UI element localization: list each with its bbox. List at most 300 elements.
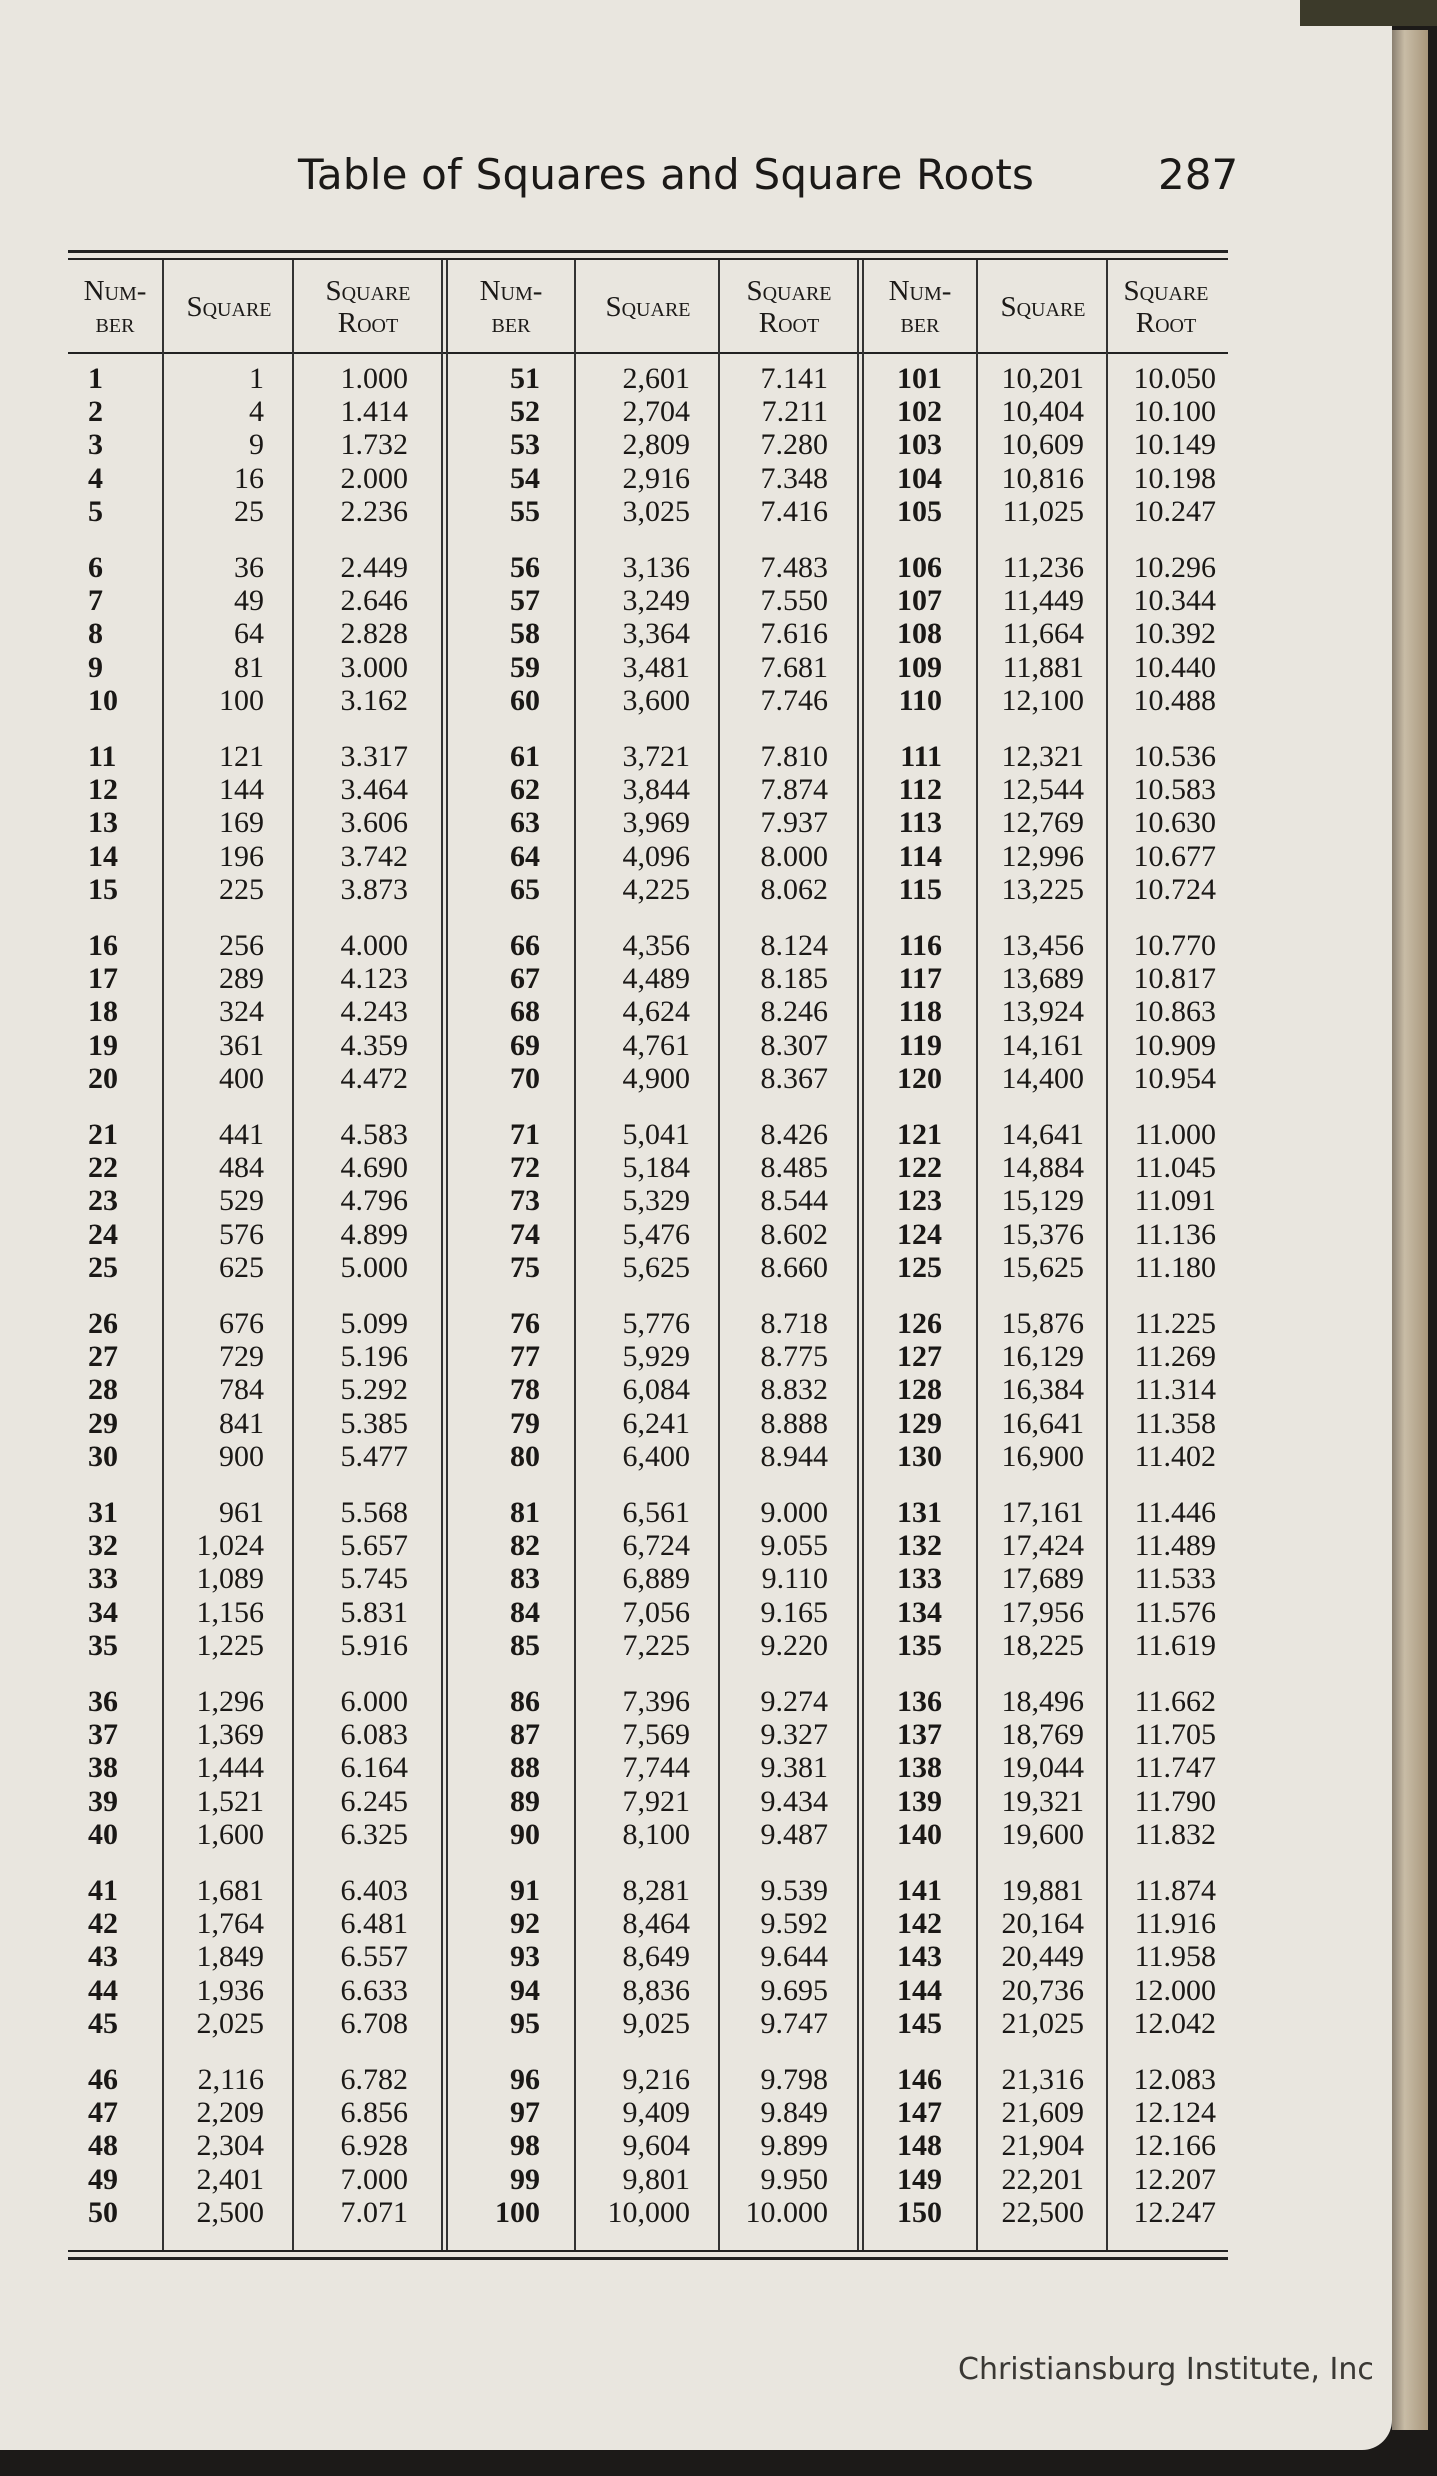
cell-root: 11.747 — [1134, 1751, 1216, 1785]
book-cover-strip — [1300, 0, 1437, 26]
cell-square: 11,881 — [1002, 650, 1084, 684]
cell-root: 5.385 — [340, 1406, 408, 1440]
cell-root: 11.402 — [1134, 1439, 1216, 1473]
cell-square: 14,641 — [1001, 1118, 1084, 1151]
cell-number: 148 — [897, 2129, 942, 2163]
cell-root: 10.050 — [1133, 362, 1216, 395]
cell-root: 11.136 — [1134, 1217, 1216, 1251]
header-square-1: Square — [186, 291, 272, 323]
cell-square: 289 — [219, 962, 264, 996]
cell-number: 49 — [88, 2162, 118, 2196]
cell-root: 11.874 — [1134, 1874, 1216, 1907]
cell-square: 484 — [219, 1151, 264, 1185]
cell-square: 18,225 — [1001, 1628, 1084, 1662]
cell-number: 79 — [510, 1406, 540, 1440]
cell-square: 576 — [219, 1217, 264, 1251]
cell-square: 12,321 — [1001, 740, 1084, 773]
cell-root: 2.646 — [340, 584, 408, 618]
cell-root: 4.796 — [340, 1184, 408, 1218]
cell-root: 11.533 — [1134, 1562, 1216, 1596]
cell-number: 22 — [88, 1151, 118, 1185]
cell-root: 8.124 — [760, 929, 828, 962]
cell-number: 27 — [88, 1340, 118, 1374]
cell-square: 10,816 — [1001, 461, 1084, 495]
cell-root: 4.690 — [340, 1151, 408, 1185]
cell-square: 4,489 — [622, 962, 690, 996]
cell-square: 17,161 — [1001, 1496, 1084, 1529]
cell-number: 139 — [897, 1784, 942, 1818]
table-row — [68, 1373, 1228, 1406]
cell-root: 9.592 — [760, 1907, 828, 1941]
cell-root: 11.180 — [1134, 1250, 1216, 1284]
cell-square: 2,304 — [196, 2129, 264, 2163]
cell-number: 10 — [88, 683, 118, 717]
cell-square: 16 — [234, 461, 264, 495]
cell-root: 10.817 — [1133, 962, 1216, 996]
cell-root: 6.856 — [340, 2096, 408, 2130]
cell-square: 13,225 — [1001, 872, 1084, 906]
cell-number: 150 — [897, 2195, 942, 2229]
cell-root: 9.274 — [760, 1685, 828, 1718]
cell-number: 129 — [897, 1406, 942, 1440]
cell-number: 33 — [88, 1562, 118, 1596]
cell-number: 24 — [88, 1217, 118, 1251]
table-row — [68, 617, 1228, 650]
cell-number: 87 — [510, 1718, 540, 1752]
cell-number: 66 — [510, 929, 540, 962]
cell-number: 23 — [88, 1184, 118, 1218]
cell-square: 8,649 — [622, 1940, 690, 1974]
cell-square: 1,369 — [196, 1718, 264, 1752]
table-row — [68, 1718, 1228, 1751]
cell-square: 1,764 — [196, 1907, 264, 1941]
cell-root: 11.705 — [1134, 1718, 1216, 1752]
cell-square: 1,156 — [196, 1595, 264, 1629]
cell-root: 3.000 — [340, 650, 408, 684]
cell-number: 45 — [88, 2006, 118, 2040]
cell-root: 3.873 — [340, 872, 408, 906]
cell-root: 6.633 — [340, 1973, 408, 2007]
table-row — [68, 962, 1228, 995]
cell-square: 1,600 — [196, 1817, 264, 1851]
cell-number: 78 — [510, 1373, 540, 1407]
cell-root: 7.141 — [760, 362, 828, 395]
cell-number: 84 — [510, 1595, 540, 1629]
table-row — [68, 1151, 1228, 1184]
cell-square: 5,184 — [622, 1151, 690, 1185]
cell-root: 11.576 — [1134, 1595, 1216, 1629]
cell-root: 11.358 — [1134, 1406, 1216, 1440]
cell-root: 5.657 — [340, 1529, 408, 1563]
cell-square: 1,089 — [196, 1562, 264, 1596]
cell-number: 144 — [897, 1973, 942, 2007]
cell-square: 15,625 — [1001, 1250, 1084, 1284]
cell-number: 130 — [897, 1439, 942, 1473]
cell-square: 5,625 — [622, 1250, 690, 1284]
cell-square: 6,889 — [622, 1562, 690, 1596]
table-row — [68, 684, 1228, 717]
cell-square: 10,404 — [1001, 395, 1084, 429]
cell-square: 144 — [219, 773, 264, 807]
cell-number: 13 — [88, 806, 118, 840]
cell-root: 9.950 — [760, 2162, 828, 2196]
cell-number: 42 — [88, 1907, 118, 1941]
cell-root: 5.196 — [340, 1340, 408, 1374]
cell-square: 3,025 — [622, 494, 690, 528]
cell-square: 5,929 — [622, 1340, 690, 1374]
header-square-3: Square — [1000, 291, 1086, 323]
cell-square: 16,900 — [1001, 1439, 1084, 1473]
cell-number: 90 — [510, 1817, 540, 1851]
cell-number: 26 — [88, 1307, 118, 1340]
cell-root: 9.000 — [760, 1496, 828, 1529]
cell-number: 110 — [898, 683, 942, 717]
page-number: 287 — [1158, 150, 1239, 199]
cell-square: 9,409 — [622, 2096, 690, 2130]
header-root-1: Square Root — [325, 275, 411, 339]
table-row — [68, 995, 1228, 1028]
table-row — [68, 495, 1228, 528]
cell-square: 11,664 — [1002, 617, 1084, 651]
cell-number: 40 — [88, 1817, 118, 1851]
cell-number: 7 — [88, 584, 103, 618]
cell-root: 12.000 — [1133, 1973, 1216, 2007]
cell-number: 133 — [897, 1562, 942, 1596]
cell-square: 4,624 — [622, 995, 690, 1029]
cell-number: 149 — [897, 2162, 942, 2196]
cell-square: 5,776 — [622, 1307, 690, 1340]
cell-square: 961 — [219, 1496, 264, 1529]
cell-number: 101 — [897, 362, 942, 395]
cell-root: 7.211 — [761, 395, 828, 429]
cell-square: 1,849 — [196, 1940, 264, 1974]
cell-root: 11.269 — [1134, 1340, 1216, 1374]
cell-number: 109 — [897, 650, 942, 684]
cell-square: 441 — [219, 1118, 264, 1151]
cell-root: 6.325 — [340, 1817, 408, 1851]
cell-square: 169 — [219, 806, 264, 840]
cell-number: 73 — [510, 1184, 540, 1218]
cell-square: 2,916 — [622, 461, 690, 495]
cell-square: 13,924 — [1001, 995, 1084, 1029]
cell-square: 3,481 — [622, 650, 690, 684]
cell-square: 10,201 — [1001, 362, 1084, 395]
cell-number: 47 — [88, 2096, 118, 2130]
cell-square: 20,164 — [1001, 1907, 1084, 1941]
header-square-2: Square — [605, 291, 691, 323]
cell-square: 4,225 — [622, 872, 690, 906]
cell-root: 7.746 — [760, 683, 828, 717]
cell-number: 105 — [897, 494, 942, 528]
cell-root: 10.392 — [1133, 617, 1216, 651]
cell-square: 400 — [219, 1061, 264, 1095]
cell-root: 7.810 — [760, 740, 828, 773]
cell-square: 17,424 — [1001, 1529, 1084, 1563]
table-row — [68, 873, 1228, 906]
cell-number: 41 — [88, 1874, 118, 1907]
cell-root: 9.381 — [760, 1751, 828, 1785]
cell-root: 1.000 — [340, 362, 408, 395]
page-title: Table of Squares and Square Roots — [298, 150, 1035, 199]
cell-root: 8.944 — [760, 1439, 828, 1473]
cell-number: 82 — [510, 1529, 540, 1563]
cell-square: 529 — [219, 1184, 264, 1218]
cell-square: 3,364 — [622, 617, 690, 651]
cell-square: 15,376 — [1001, 1217, 1084, 1251]
cell-number: 12 — [88, 773, 118, 807]
cell-square: 6,084 — [622, 1373, 690, 1407]
cell-number: 64 — [510, 839, 540, 873]
cell-square: 7,225 — [622, 1628, 690, 1662]
cell-square: 20,736 — [1001, 1973, 1084, 2007]
cell-square: 21,316 — [1001, 2063, 1084, 2096]
table-row — [68, 1974, 1228, 2007]
cell-root: 11.091 — [1134, 1184, 1216, 1218]
cell-root: 9.165 — [760, 1595, 828, 1629]
cell-root: 8.062 — [760, 872, 828, 906]
cell-root: 8.602 — [760, 1217, 828, 1251]
cell-square: 7,396 — [622, 1685, 690, 1718]
cell-number: 115 — [898, 872, 942, 906]
cell-number: 104 — [897, 461, 942, 495]
cell-square: 21,609 — [1001, 2096, 1084, 2130]
cell-number: 2 — [88, 395, 103, 429]
cell-square: 7,056 — [622, 1595, 690, 1629]
cell-root: 10.440 — [1133, 650, 1216, 684]
cell-root: 2.828 — [340, 617, 408, 651]
cell-square: 10,609 — [1001, 428, 1084, 462]
cell-root: 11.314 — [1134, 1373, 1216, 1407]
cell-square: 20,449 — [1001, 1940, 1084, 1974]
cell-root: 6.708 — [340, 2006, 408, 2040]
cell-square: 5,329 — [622, 1184, 690, 1218]
cell-square: 19,881 — [1001, 1874, 1084, 1907]
cell-root: 10.000 — [745, 2195, 828, 2229]
cell-square: 4,096 — [622, 839, 690, 873]
cell-square: 11,236 — [1002, 551, 1084, 584]
cell-square: 841 — [219, 1406, 264, 1440]
cell-number: 126 — [897, 1307, 942, 1340]
cell-root: 9.899 — [760, 2129, 828, 2163]
table-row — [68, 1184, 1228, 1217]
cell-root: 6.245 — [340, 1784, 408, 1818]
cell-square: 6,241 — [622, 1406, 690, 1440]
cell-root: 10.149 — [1133, 428, 1216, 462]
cell-root: 4.583 — [340, 1118, 408, 1151]
cell-number: 4 — [88, 461, 103, 495]
cell-square: 225 — [219, 872, 264, 906]
cell-number: 11 — [88, 740, 117, 773]
cell-root: 6.782 — [340, 2063, 408, 2096]
cell-number: 83 — [510, 1562, 540, 1596]
table-row — [68, 1251, 1228, 1284]
cell-square: 9,216 — [622, 2063, 690, 2096]
cell-square: 625 — [219, 1250, 264, 1284]
cell-root: 5.831 — [340, 1595, 408, 1629]
cell-number: 147 — [897, 2096, 942, 2130]
cell-square: 2,500 — [196, 2195, 264, 2229]
cell-number: 54 — [510, 461, 540, 495]
cell-root: 4.000 — [340, 929, 408, 962]
table-row — [68, 584, 1228, 617]
cell-square: 6,400 — [622, 1439, 690, 1473]
cell-square: 14,400 — [1001, 1061, 1084, 1095]
cell-number: 113 — [898, 806, 942, 840]
cell-number: 118 — [898, 995, 942, 1029]
cell-number: 18 — [88, 995, 118, 1029]
cell-square: 8,464 — [622, 1907, 690, 1941]
cell-number: 135 — [897, 1628, 942, 1662]
cell-number: 134 — [897, 1595, 942, 1629]
cell-number: 145 — [897, 2006, 942, 2040]
cell-square: 1,225 — [196, 1628, 264, 1662]
table-row — [68, 840, 1228, 873]
cell-number: 93 — [510, 1940, 540, 1974]
cell-square: 14,161 — [1001, 1028, 1084, 1062]
cell-root: 10.909 — [1133, 1028, 1216, 1062]
cell-number: 15 — [88, 872, 118, 906]
cell-root: 10.583 — [1133, 773, 1216, 807]
cell-root: 1.732 — [340, 428, 408, 462]
cell-number: 35 — [88, 1628, 118, 1662]
header-number-2: Num- ber — [479, 275, 543, 339]
cell-number: 58 — [510, 617, 540, 651]
cell-square: 5,041 — [622, 1118, 690, 1151]
table-header — [68, 262, 1228, 352]
cell-number: 119 — [898, 1028, 942, 1062]
cell-root: 3.317 — [340, 740, 408, 773]
table-row — [68, 2163, 1228, 2196]
cell-number: 75 — [510, 1250, 540, 1284]
cell-number: 74 — [510, 1217, 540, 1251]
cell-root: 10.724 — [1133, 872, 1216, 906]
cell-root: 11.832 — [1134, 1817, 1216, 1851]
cell-root: 5.568 — [340, 1496, 408, 1529]
cell-number: 31 — [88, 1496, 118, 1529]
cell-square: 2,704 — [622, 395, 690, 429]
cell-number: 28 — [88, 1373, 118, 1407]
cell-square: 4,356 — [622, 929, 690, 962]
cell-number: 43 — [88, 1940, 118, 1974]
cell-root: 9.055 — [760, 1529, 828, 1563]
cell-number: 121 — [897, 1118, 942, 1151]
table-row — [68, 1751, 1228, 1784]
cell-square: 3,844 — [622, 773, 690, 807]
cell-square: 13,689 — [1001, 962, 1084, 996]
cell-root: 8.367 — [760, 1061, 828, 1095]
cell-number: 69 — [510, 1028, 540, 1062]
cell-number: 63 — [510, 806, 540, 840]
table-row — [68, 1562, 1228, 1595]
cell-number: 72 — [510, 1151, 540, 1185]
table-row — [68, 1596, 1228, 1629]
cell-square: 2,601 — [622, 362, 690, 395]
cell-number: 48 — [88, 2129, 118, 2163]
table-row — [68, 1529, 1228, 1562]
cell-number: 122 — [897, 1151, 942, 1185]
cell-root: 5.292 — [340, 1373, 408, 1407]
cell-number: 111 — [900, 740, 942, 773]
table-row — [68, 1940, 1228, 1973]
cell-square: 1,444 — [196, 1751, 264, 1785]
cell-root: 8.485 — [760, 1151, 828, 1185]
cell-square: 121 — [219, 740, 264, 773]
cell-number: 138 — [897, 1751, 942, 1785]
cell-root: 3.742 — [340, 839, 408, 873]
cell-number: 68 — [510, 995, 540, 1029]
bottom-rule — [68, 2250, 1228, 2252]
cell-number: 19 — [88, 1028, 118, 1062]
table-row — [68, 2129, 1228, 2162]
cell-square: 15,129 — [1001, 1184, 1084, 1218]
cell-number: 36 — [88, 1685, 118, 1718]
cell-number: 5 — [88, 494, 103, 528]
cell-number: 51 — [510, 362, 540, 395]
cell-square: 12,996 — [1001, 839, 1084, 873]
table-row — [68, 1440, 1228, 1473]
cell-root: 8.775 — [760, 1340, 828, 1374]
cell-root: 5.745 — [340, 1562, 408, 1596]
cell-square: 2,025 — [196, 2006, 264, 2040]
cell-root: 3.162 — [340, 683, 408, 717]
cell-number: 80 — [510, 1439, 540, 1473]
table-row — [68, 773, 1228, 806]
cell-root: 8.888 — [760, 1406, 828, 1440]
table-row — [68, 1629, 1228, 1662]
cell-root: 1.414 — [340, 395, 408, 429]
cell-number: 124 — [897, 1217, 942, 1251]
cell-number: 117 — [898, 962, 942, 996]
cell-square: 25 — [234, 494, 264, 528]
cell-root: 10.488 — [1133, 683, 1216, 717]
cell-root: 11.916 — [1134, 1907, 1216, 1941]
cell-root: 2.449 — [340, 551, 408, 584]
cell-root: 5.000 — [340, 1250, 408, 1284]
cell-root: 7.681 — [760, 650, 828, 684]
table-row — [68, 2096, 1228, 2129]
cell-number: 99 — [510, 2162, 540, 2196]
cell-square: 8,836 — [622, 1973, 690, 2007]
cell-square: 21,025 — [1001, 2006, 1084, 2040]
cell-number: 16 — [88, 929, 118, 962]
cell-square: 16,129 — [1001, 1340, 1084, 1374]
cell-number: 6 — [88, 551, 103, 584]
cell-number: 8 — [88, 617, 103, 651]
cell-number: 94 — [510, 1973, 540, 2007]
cell-number: 67 — [510, 962, 540, 996]
cell-number: 92 — [510, 1907, 540, 1941]
cell-number: 91 — [510, 1874, 540, 1907]
cell-root: 9.434 — [760, 1784, 828, 1818]
cell-number: 143 — [897, 1940, 942, 1974]
cell-root: 10.630 — [1133, 806, 1216, 840]
cell-square: 9 — [249, 428, 264, 462]
cell-number: 112 — [898, 773, 942, 807]
cell-square: 12,544 — [1001, 773, 1084, 807]
cell-square: 19,321 — [1001, 1784, 1084, 1818]
cell-number: 65 — [510, 872, 540, 906]
cell-number: 142 — [897, 1907, 942, 1941]
cell-number: 140 — [897, 1817, 942, 1851]
cell-number: 32 — [88, 1529, 118, 1563]
cell-square: 2,809 — [622, 428, 690, 462]
cell-number: 56 — [510, 551, 540, 584]
cell-root: 6.083 — [340, 1718, 408, 1752]
cell-number: 141 — [897, 1874, 942, 1907]
cell-root: 6.000 — [340, 1685, 408, 1718]
cell-root: 8.660 — [760, 1250, 828, 1284]
cell-root: 8.246 — [760, 995, 828, 1029]
